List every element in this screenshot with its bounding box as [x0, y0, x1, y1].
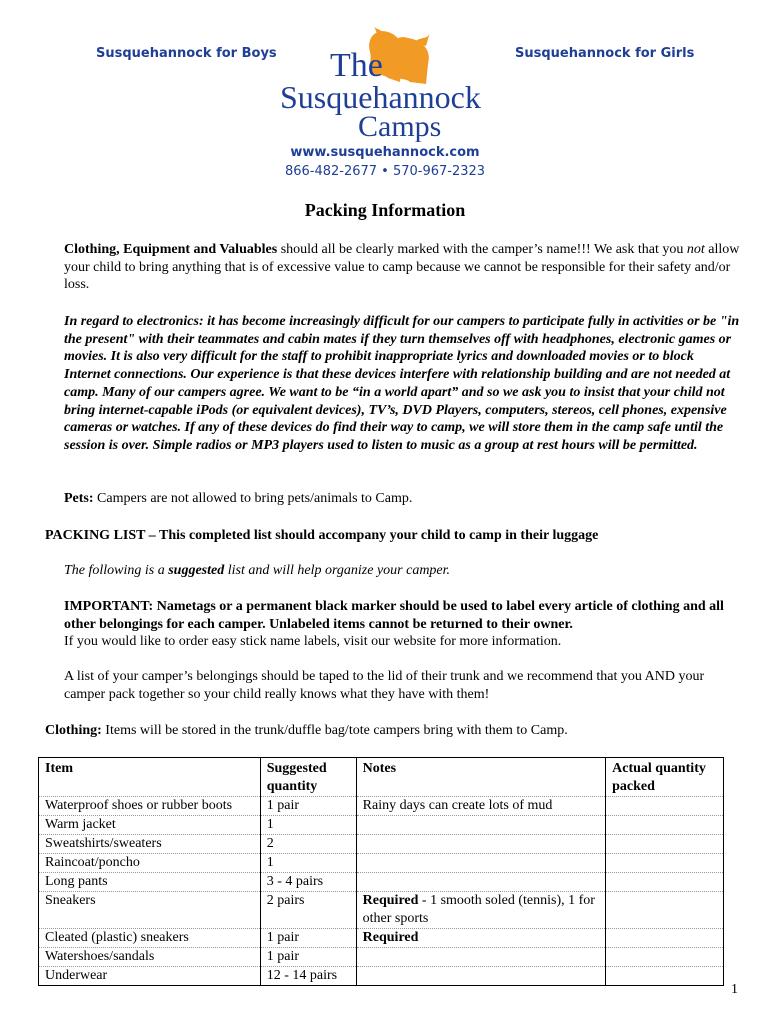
electronics-paragraph: In regard to electronics: it has become increasingly difficult for our campers to participate fully in activities or be "in the present" with their teammates and cabin mates if they turn themselves off with headphones, electronic games or movies. It is also very difficult for the staff to prohibit inappropriate lyrics and downloaded movies or to block Internet connections. Our experience is that these devices interfere with relationship building and are not needed at camp. Many of our campers agree. We want to be “in a world apart” and so we ask you to insist that your child not bring internet-capable iPods (or equivalent devices), TV’s, DVD Players, computers, stereos, cell phones, expensive cameras or watches. If any of these devices do find their way to camp, we will store them in the camp safe until the session is over. Simple radios or MP3 players used to listen to music as a group at rest hours will be permitted.: [64, 314, 740, 453]
suggested-bold: suggested: [168, 563, 225, 578]
intro-bold-lead: Clothing, Equipment and Valuables: [64, 242, 278, 257]
cell-item: Long pants: [39, 873, 261, 892]
cell-notes: [356, 797, 605, 816]
table-row: [39, 797, 724, 816]
belongings-paragraph: A list of your camper’s belongings should be taped to the lid of their trunk and we recommend that you AND your camper pack together so your child really knows what they have with them!: [64, 669, 705, 702]
cell-suggested-quantity: 1 pair: [260, 797, 356, 816]
boys-camp-label: Susquehannock for Boys: [96, 46, 277, 61]
packing-list-heading: PACKING LIST – This completed list should accompany your child to camp in their luggage: [45, 528, 599, 543]
pets-label: Pets:: [64, 491, 94, 506]
header-actual-quantity: Actual quantity packed: [606, 758, 724, 797]
table-row: [39, 854, 724, 873]
suggested-text-1: The following is a: [64, 563, 169, 578]
intro-text-1: should all be clearly marked with the camper’s name!!! We ask that you: [277, 242, 687, 257]
cell-notes: [356, 854, 605, 873]
cell-item: Cleated (plastic) sneakers: [39, 929, 261, 948]
cell-notes: [356, 929, 605, 948]
cell-item: Raincoat/poncho: [39, 854, 261, 873]
cell-notes: [356, 948, 605, 967]
important-text: If you would like to order easy stick name labels, visit our website for more information.: [64, 634, 562, 650]
website-link[interactable]: www.susquehannock.com: [290, 145, 480, 160]
pets-paragraph: [64, 490, 744, 508]
cell-actual-quantity[interactable]: [606, 816, 724, 835]
table-row: [39, 929, 724, 948]
cell-suggested-quantity: 1 pair: [260, 929, 356, 948]
logo-word-susquehannock: Susquehannock: [280, 79, 481, 115]
page-title: Packing Information: [304, 200, 466, 220]
clothing-paragraph: [45, 722, 745, 740]
note-required: Required: [362, 893, 419, 908]
logo-word-the: The: [330, 47, 383, 84]
pets-text: Campers are not allowed to bring pets/animals to Camp.: [93, 491, 413, 506]
cell-item: Watershoes/sandals: [39, 948, 261, 967]
cell-suggested-quantity: 1 pair: [260, 948, 356, 967]
cell-item: Sneakers: [39, 892, 261, 929]
logo-word-camps: Camps: [358, 110, 442, 142]
note-text: Rainy days can create lots of mud: [362, 798, 553, 813]
cell-suggested-quantity: 2: [260, 835, 356, 854]
intro-not: not: [686, 242, 705, 257]
important-paragraph: [64, 598, 744, 651]
header-suggested-quantity: Suggested quantity: [260, 758, 356, 797]
header-notes: Notes: [356, 758, 605, 797]
cell-notes: [356, 892, 605, 929]
intro-paragraph: [64, 241, 744, 294]
table-row: [39, 835, 724, 854]
page-number: 1: [731, 982, 738, 997]
suggested-text-2: list and will help organize your camper.: [224, 563, 451, 578]
cell-notes: [356, 816, 605, 835]
table-header-row: [39, 758, 724, 797]
clothing-text: Items will be stored in the trunk/duffle bag/tote campers bring with them to Camp.: [101, 723, 568, 738]
cell-suggested-quantity: 1: [260, 854, 356, 873]
cell-actual-quantity[interactable]: [606, 854, 724, 873]
cell-actual-quantity[interactable]: [606, 948, 724, 967]
girls-camp-label: Susquehannock for Girls: [515, 46, 695, 61]
cell-actual-quantity[interactable]: [606, 797, 724, 816]
table-row: [39, 816, 724, 835]
intro-text-2: allow your child to bring anything that is of excessive value to camp because we cannot be responsible for their safety and/or loss.: [64, 242, 740, 293]
cell-suggested-quantity: 2 pairs: [260, 892, 356, 929]
cell-suggested-quantity: 3 - 4 pairs: [260, 873, 356, 892]
cell-notes: [356, 873, 605, 892]
cell-suggested-quantity: 12 - 14 pairs: [260, 967, 356, 986]
phone-numbers: 866-482-2677 • 570-967-2323: [284, 164, 486, 179]
table-row: [39, 892, 724, 929]
suggested-paragraph: [64, 562, 744, 580]
cell-item: Sweatshirts/sweaters: [39, 835, 261, 854]
table-row: [39, 948, 724, 967]
cell-item: Underwear: [39, 967, 261, 986]
cell-item: Warm jacket: [39, 816, 261, 835]
note-required: Required: [362, 930, 419, 945]
clothing-label: Clothing:: [45, 723, 102, 738]
cell-suggested-quantity: 1: [260, 816, 356, 835]
cell-notes: [356, 967, 605, 986]
cell-actual-quantity[interactable]: [606, 929, 724, 948]
table-row: [39, 873, 724, 892]
cell-actual-quantity[interactable]: [606, 873, 724, 892]
cell-item: Waterproof shoes or rubber boots: [39, 797, 261, 816]
clothing-table: [38, 757, 724, 986]
cell-actual-quantity[interactable]: [606, 892, 724, 929]
camp-logo: [276, 22, 516, 142]
header-item: Item: [39, 758, 261, 797]
cell-notes: [356, 835, 605, 854]
important-bold: IMPORTANT: Nametags or a permanent black marker should be used to label every article of clothing and all other belongings for each camper. Unlabeled items cannot be returned to their owner.: [64, 599, 724, 632]
note-text: - 1 smooth soled (tennis), 1 for other sports: [362, 893, 595, 926]
table-row: [39, 967, 724, 986]
cell-actual-quantity[interactable]: [606, 967, 724, 986]
cell-actual-quantity[interactable]: [606, 835, 724, 854]
